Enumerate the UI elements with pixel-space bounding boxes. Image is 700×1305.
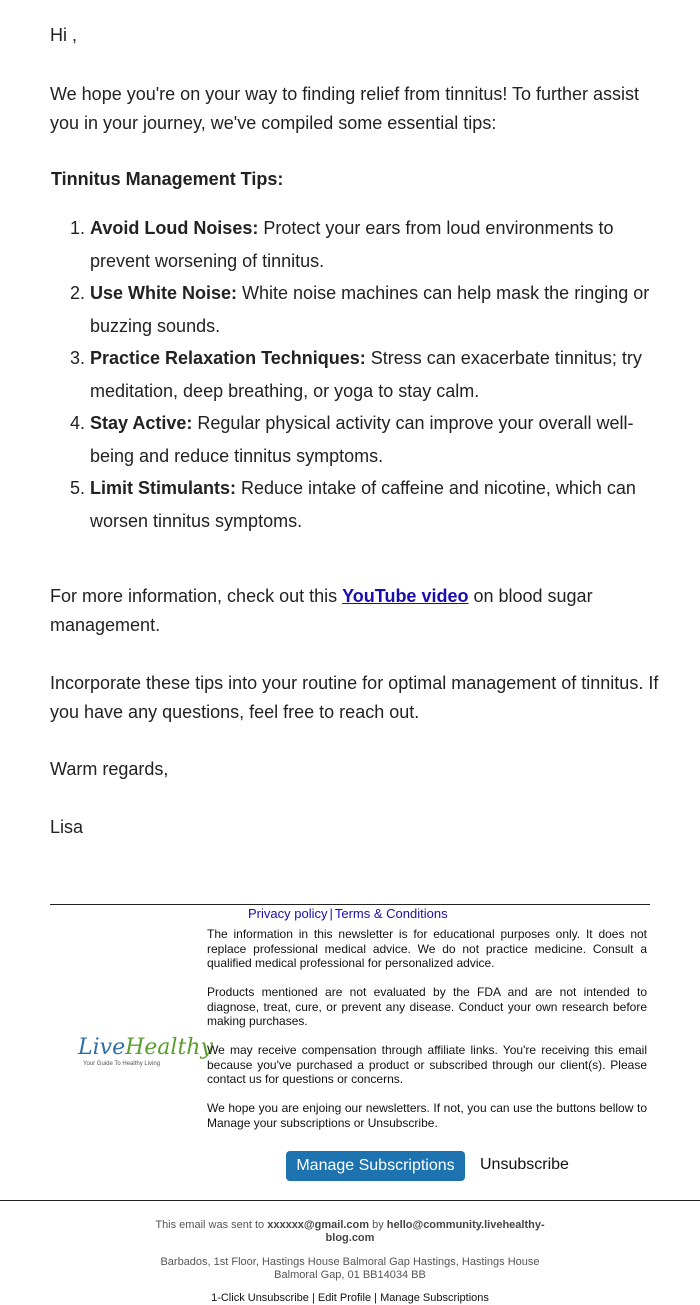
postal-address: Barbados, 1st Floor, Hastings House Balmoral Gap Hastings, Hastings House Balmoral Gap, 01 BB14034 BB (160, 1256, 540, 1281)
tip-title: Use White Noise: (90, 283, 238, 303)
disclaimer-paragraph: We hope you are enjoing our newsletters. If not, you can use the buttons bellow to Manage your subscriptions or Unsubscribe. (207, 1101, 647, 1130)
greeting: Hi , (50, 25, 77, 45)
logo-tagline: Your Guide To Healthy Living (83, 1061, 161, 1067)
closing: Warm regards, (50, 759, 169, 779)
logo-wordmark (78, 1035, 213, 1060)
more-info-after: on blood sugar management. (50, 586, 593, 635)
more-info-before: For more information, check out this (50, 586, 343, 606)
logo-live: Live (78, 1035, 126, 1060)
terms-link[interactable]: Terms & Conditions (334, 906, 448, 921)
tip-item (90, 407, 660, 472)
tip-item (90, 342, 660, 407)
livehealthy-logo (78, 1035, 213, 1076)
disclaimer-paragraph: We may receive compensation through affiliate links. You're receiving this email because you've purchased a product or subscribed through our client(s). Please contact us for questions or concerns. (207, 1043, 647, 1086)
sent-info (150, 1219, 550, 1245)
tip-title: Practice Relaxation Techniques: (90, 348, 366, 368)
tip-text: Stress can exacerbate tinnitus; try meditation, deep breathing, or yoga to stay calm. (90, 348, 642, 401)
one-click-unsubscribe-link[interactable]: 1-Click Unsubscribe (211, 1292, 309, 1304)
more-info-paragraph (50, 582, 650, 640)
signature: Lisa (50, 817, 84, 837)
recipient-email: xxxxxx@gmail.com (267, 1219, 370, 1231)
sent-prefix: This email was sent to (155, 1219, 268, 1231)
tip-text: Regular physical activity can improve your overall well-being and reduce tinnitus symptoms. (90, 413, 634, 466)
disclaimer-paragraph: The information in this newsletter is for educational purposes only. It does not replace professional medical advice. We do not practice medicine. Consult a qualified medical professional for personalized advice. (207, 927, 647, 970)
tip-text: White noise machines can help mask the ringing or buzzing sounds. (90, 283, 650, 336)
tip-title: Limit Stimulants: (90, 478, 237, 498)
tip-item (90, 212, 660, 277)
disclaimer-block (207, 927, 647, 1145)
tip-title: Avoid Loud Noises: (90, 218, 259, 238)
incorporate-paragraph: Incorporate these tips into your routine for optimal management of tinnitus. If you have any questions, feel free to reach out. (50, 673, 659, 722)
tip-text: Reduce intake of caffeine and nicotine, which can worsen tinnitus symptoms. (90, 478, 636, 531)
footer-link-separator: | (371, 1292, 381, 1304)
footer-divider (50, 904, 650, 905)
tip-item (90, 277, 660, 342)
manage-subscriptions-button[interactable]: Manage Subscriptions (286, 1151, 465, 1181)
sender-email: hello@community.livehealthy-blog.com (325, 1219, 545, 1244)
tips-list (50, 212, 660, 537)
edit-profile-link[interactable]: Edit Profile (317, 1292, 372, 1304)
manage-subscriptions-link[interactable]: Manage Subscriptions (380, 1292, 489, 1304)
tips-heading: Tinnitus Management Tips: (51, 169, 284, 189)
unsubscribe-button[interactable]: Unsubscribe (480, 1156, 569, 1173)
footer-links (0, 1292, 700, 1305)
intro-paragraph: We hope you're on your way to finding relief from tinnitus! To further assist you in your journey, we've compiled some essential tips: (50, 84, 640, 133)
youtube-video-link[interactable]: YouTube video (342, 586, 469, 606)
bottom-divider (0, 1200, 700, 1201)
policy-separator: | (329, 906, 333, 921)
tip-item (90, 472, 660, 537)
sent-by: by (369, 1219, 387, 1231)
tip-text: Protect your ears from loud environments to prevent worsening of tinnitus. (90, 218, 614, 271)
logo-healthy: Healthy (125, 1035, 213, 1060)
privacy-policy-link[interactable]: Privacy policy (248, 906, 328, 921)
tip-title: Stay Active: (90, 413, 193, 433)
footer-link-separator: | (308, 1292, 318, 1304)
disclaimer-paragraph: Products mentioned are not evaluated by the FDA and are not intended to diagnose, treat, cure, or prevent any disease. Conduct your own research before making purchases. (207, 985, 647, 1028)
policy-links (248, 906, 448, 922)
